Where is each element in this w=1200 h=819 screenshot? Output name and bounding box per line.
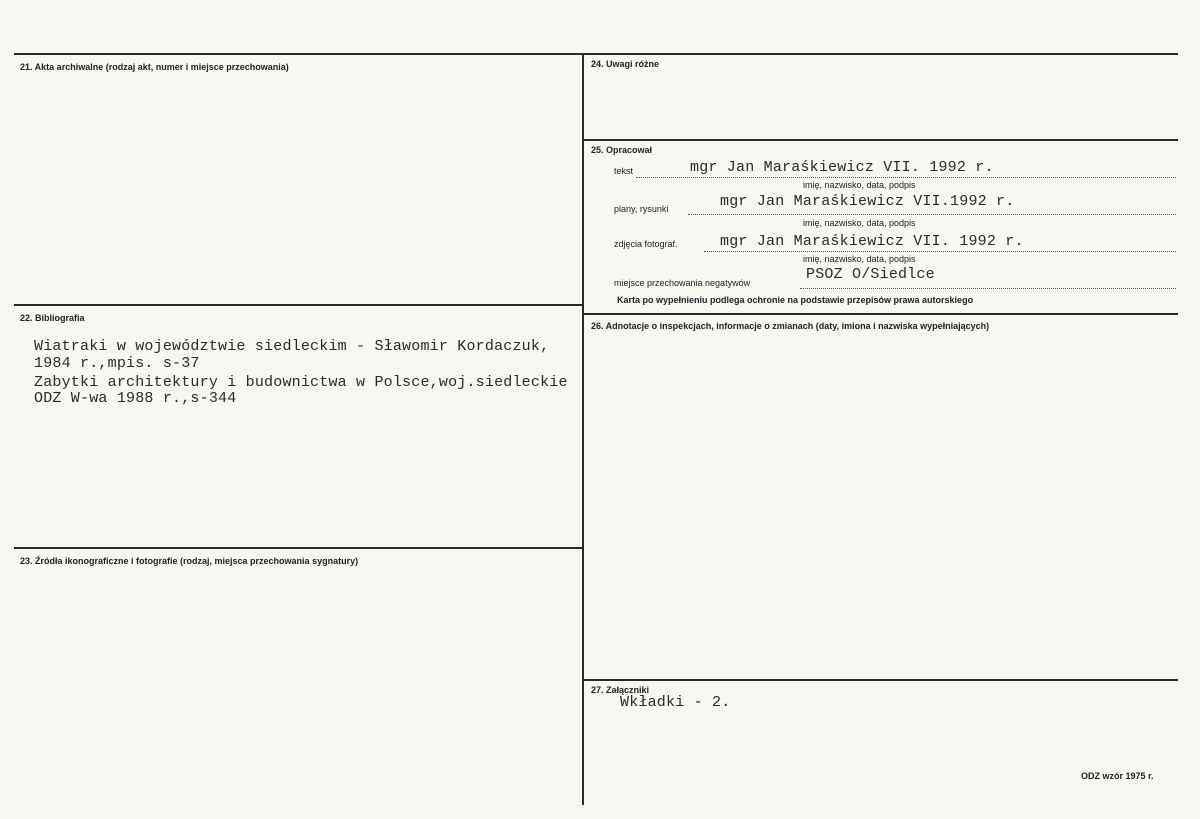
section-26-label: 26. Adnotacje o inspekcjach, informacje o zmianach (daty, imiona i nazwiska wypełniających) <box>591 321 990 331</box>
field-zdjecia-caption: imię, nazwisko, data, podpis <box>803 254 916 264</box>
field-tekst-line <box>636 177 1176 178</box>
bibliography-line-4: ODZ W-wa 1988 r.,s-344 <box>34 390 237 407</box>
field-negatywy-value: PSOZ O/Siedlce <box>806 266 935 283</box>
field-zdjecia-value: mgr Jan Maraśkiewicz VII. 1992 r. <box>720 233 1024 250</box>
field-zdjecia-line <box>704 251 1176 252</box>
field-plany-line <box>688 214 1176 215</box>
center-divider <box>582 55 584 805</box>
bibliography-line-3: Zabytki architektury i budownictwa w Polsce,woj.siedleckie <box>34 374 568 391</box>
section-21-label: 21. Akta archiwalne (rodzaj akt, numer i miejsce przechowania) <box>20 62 289 72</box>
field-zdjecia-label: zdjęcia fotograf. <box>614 239 678 249</box>
form-version-footer: ODZ wzór 1975 r. <box>1081 771 1154 781</box>
bibliography-line-1: Wiatraki w województwie siedleckim - Sławomir Kordaczuk, <box>34 338 550 355</box>
divider-22-23 <box>14 547 582 549</box>
field-plany-caption: imię, nazwisko, data, podpis <box>803 218 916 228</box>
field-plany-value: mgr Jan Maraśkiewicz VII.1992 r. <box>720 193 1015 210</box>
field-negatywy-label: miejsce przechowania negatywów <box>614 278 751 288</box>
divider-24-25 <box>584 139 1178 141</box>
section-24-label: 24. Uwagi różne <box>591 59 660 69</box>
divider-26-27 <box>584 679 1178 681</box>
field-negatywy-line <box>800 288 1176 289</box>
field-tekst-value: mgr Jan Maraśkiewicz VII. 1992 r. <box>690 159 994 176</box>
section-25-label: 25. Opracował <box>591 145 653 155</box>
section-23-label: 23. Źródła ikonograficzne i fotografie (rodzaj, miejsca przechowania sygnatury) <box>20 556 359 566</box>
section-27-label: 27. Załączniki <box>591 685 650 695</box>
field-tekst-caption: imię, nazwisko, data, podpis <box>803 180 916 190</box>
copyright-note: Karta po wypełnieniu podlega ochronie na podstawie przepisów prawa autorskiego <box>617 295 974 305</box>
attachments-value: Wkładki - 2. <box>620 694 731 711</box>
divider-21-22 <box>14 304 582 306</box>
field-tekst-label: tekst <box>614 166 634 176</box>
top-border <box>14 53 1178 55</box>
section-22-label: 22. Bibliografia <box>20 313 85 323</box>
bibliography-line-2: 1984 r.,mpis. s-37 <box>34 355 200 372</box>
divider-25-26 <box>584 313 1178 315</box>
field-plany-label: plany, rysunki <box>614 204 669 214</box>
